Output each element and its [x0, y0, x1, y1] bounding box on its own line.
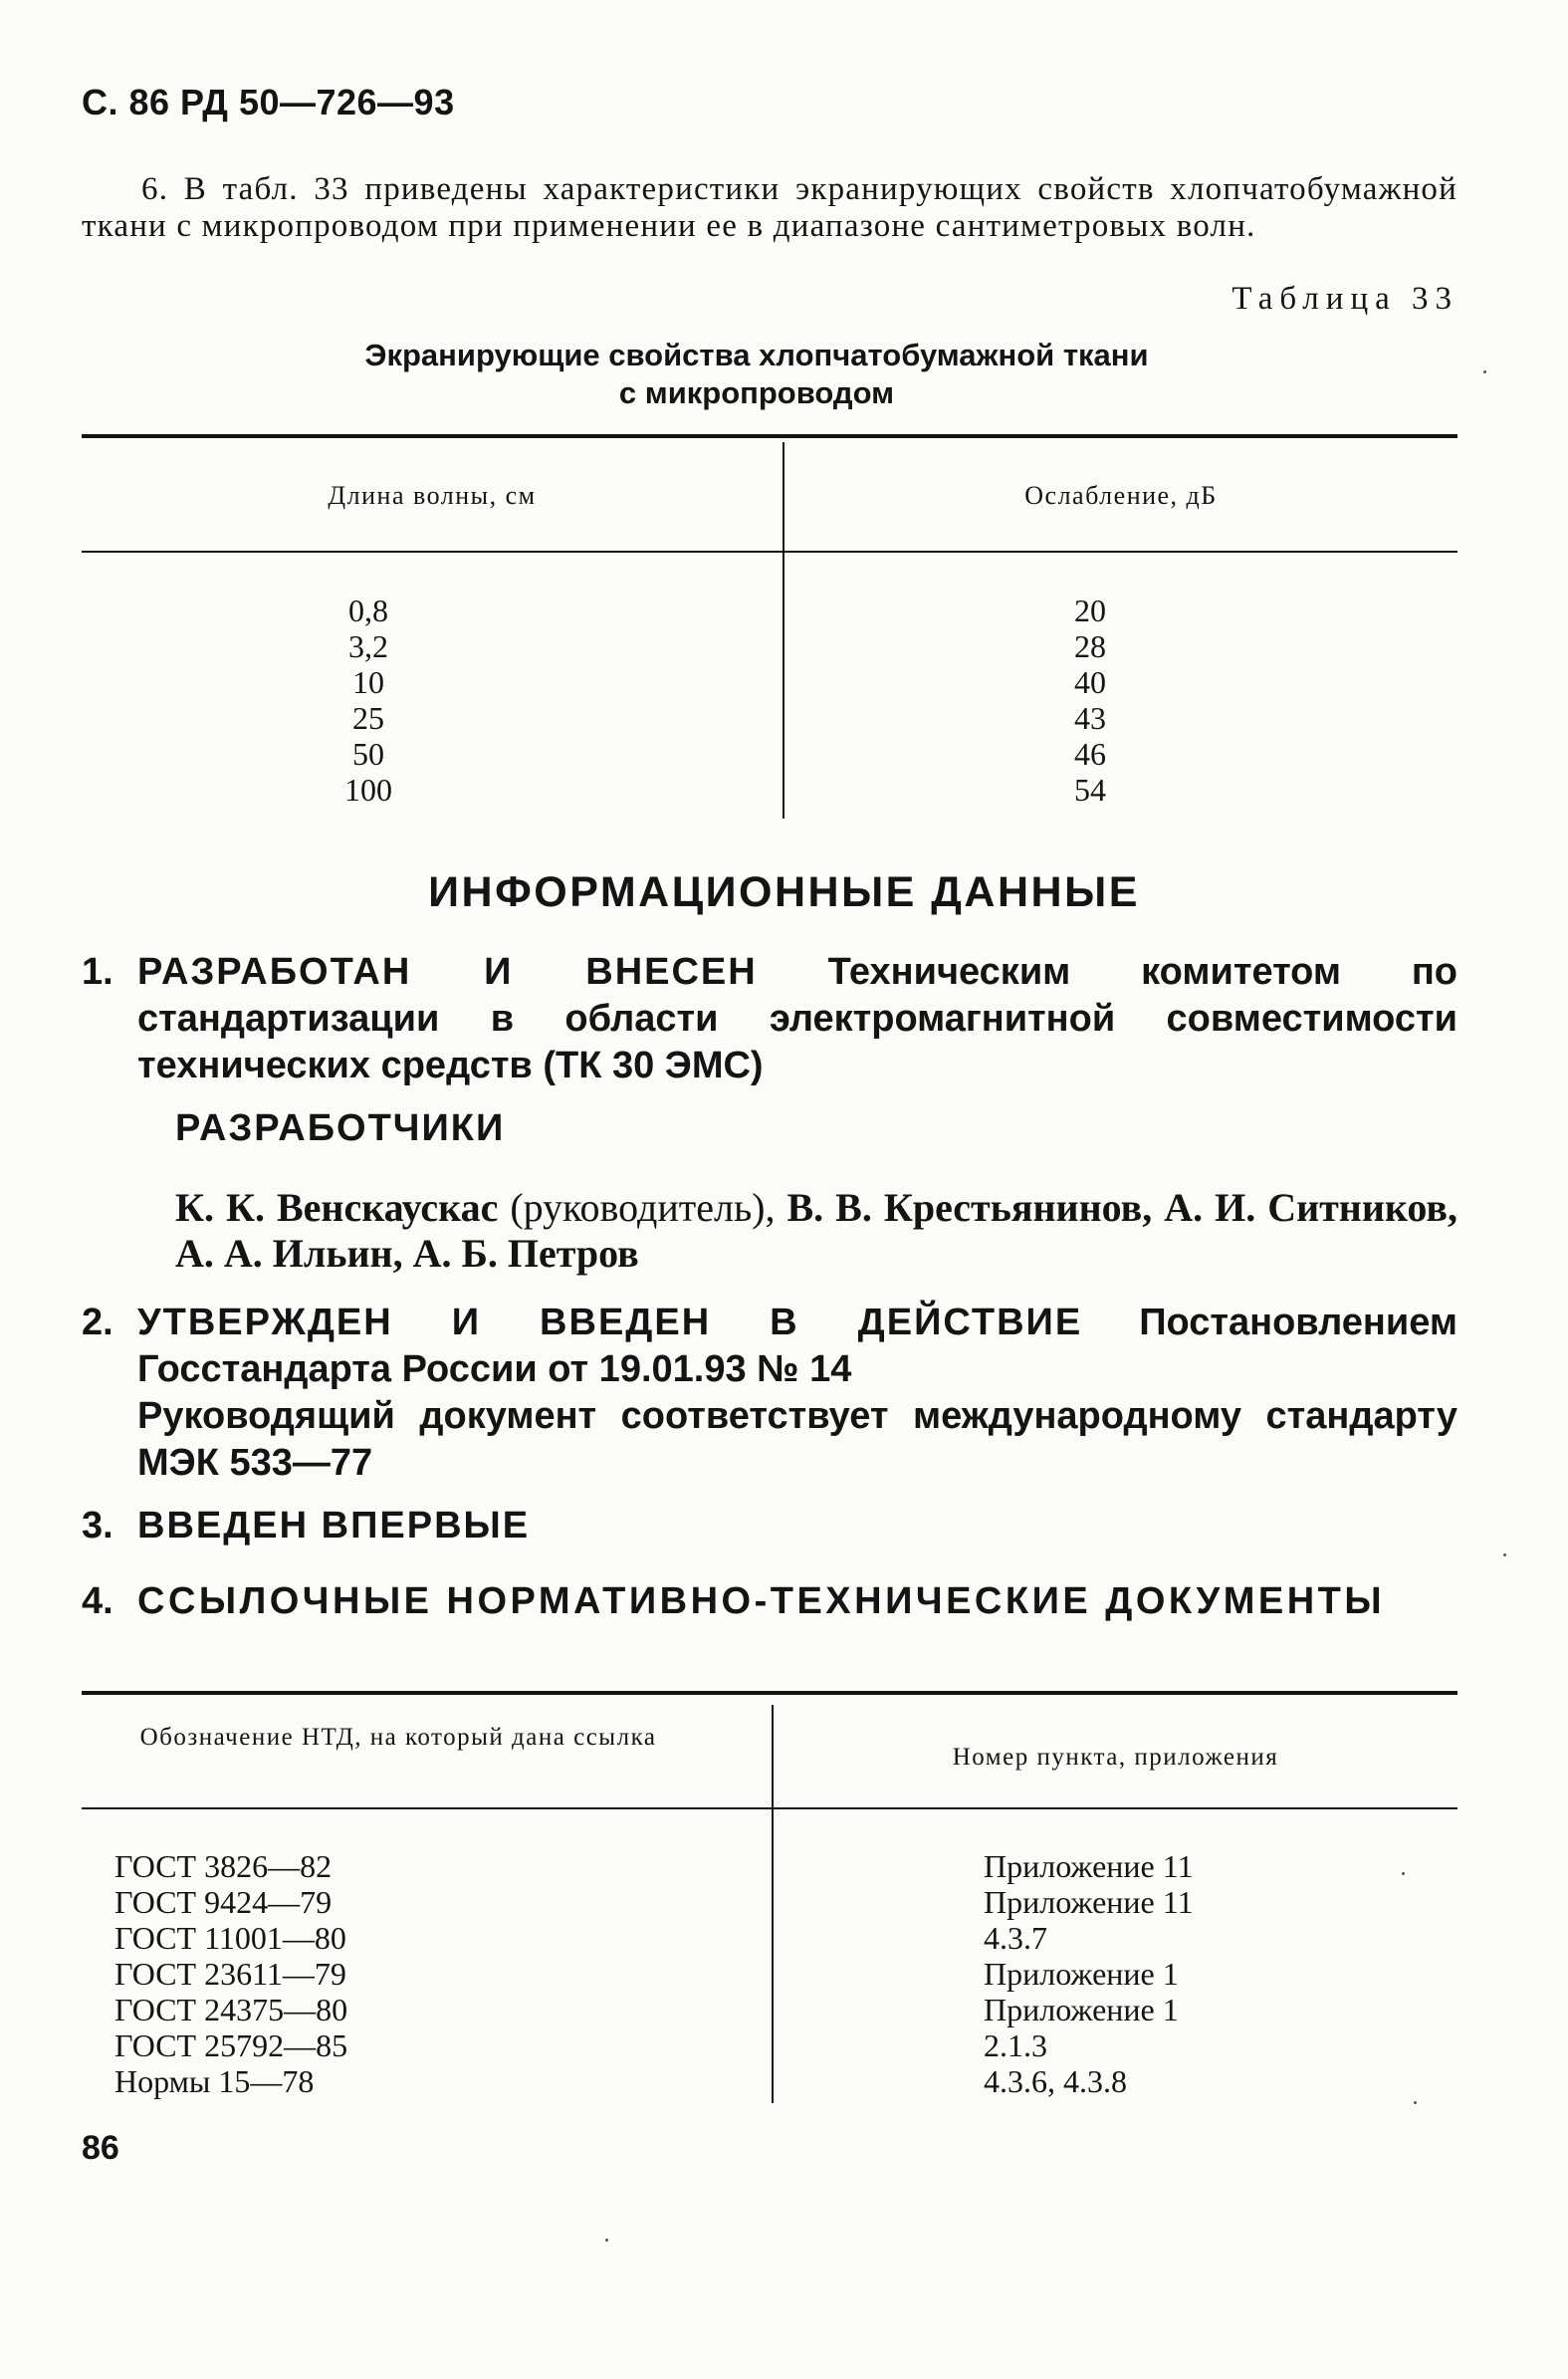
table-33-title-line-2: с микропроводом	[618, 375, 895, 410]
table-row: Приложение 11	[984, 1848, 1194, 1884]
table-row: 50	[352, 736, 384, 772]
info-item-1-text: Техническим комитетом по стандартизации в области электромагнитной совместимости технических средств (ТК 30 ЭМС)	[137, 951, 1458, 1086]
table-row: ГОСТ 11001—80	[114, 1920, 346, 1956]
developers-list	[175, 1185, 1457, 1277]
table-33-title-line-1: Экранирующие свойства хлопчатобумажной ткани	[364, 338, 1149, 372]
scan-speck	[1503, 1553, 1506, 1556]
table-row: Приложение 11	[984, 1884, 1194, 1920]
info-item-1-lead: РАЗРАБОТАН И ВНЕСЕН	[137, 951, 758, 993]
table-row: 20	[1074, 593, 1106, 628]
developers-heading: РАЗРАБОТЧИКИ	[175, 1107, 506, 1149]
info-data-title: ИНФОРМАЦИОННЫЕ ДАННЫЕ	[428, 868, 1140, 916]
table-row: Нормы 15—78	[114, 2063, 315, 2099]
table-row: ГОСТ 3826—82	[114, 1848, 333, 1884]
table-row: 40	[1074, 664, 1106, 700]
table-33-attenuation-values	[1055, 593, 1125, 808]
table-row: 10	[352, 664, 384, 700]
table-row: ГОСТ 24375—80	[114, 1992, 348, 2027]
info-item-4-lead: ССЫЛОЧНЫЕ НОРМАТИВНО-ТЕХНИЧЕСКИЕ ДОКУМЕНТЫ	[137, 1580, 1386, 1622]
ref-table-ref-values	[984, 1848, 1382, 2099]
scan-speck	[605, 2239, 608, 2242]
scan-speck	[1402, 1872, 1405, 1875]
table-row: 4.3.6, 4.3.8	[984, 2063, 1127, 2099]
developer-lead-name: К. К. Венскаускас	[175, 1185, 499, 1230]
table-row: 46	[1074, 736, 1106, 772]
info-item-2-number: 2.	[82, 1302, 113, 1343]
info-item-2-text: Постановлением Госстандарта России от 19.01.93 № 14	[137, 1302, 1457, 1390]
page-number: 86	[82, 2129, 119, 2167]
table-33-label: Таблица 33	[1232, 281, 1458, 317]
developer-lead-role: (руководитель),	[510, 1185, 776, 1230]
table-row: 2.1.3	[984, 2027, 1047, 2063]
info-item-3	[82, 1503, 1457, 1549]
table-row: 54	[1074, 772, 1106, 808]
scan-speck	[1483, 370, 1486, 373]
info-item-2	[82, 1300, 1457, 1487]
page-header: С. 86 РД 50—726—93	[82, 82, 455, 122]
ref-table-col-doc-header: Обозначение НТД, на который дана ссылка	[139, 1724, 657, 1751]
info-item-4	[82, 1578, 1457, 1625]
info-item-3-lead: ВВЕДЕН ВПЕРВЫЕ	[137, 1505, 531, 1546]
ref-table-col-ref-header: Номер пункта, приложения	[952, 1744, 1279, 1771]
table-row: ГОСТ 9424—79	[114, 1884, 333, 1920]
table-row: 4.3.7	[984, 1920, 1047, 1956]
table-row: 43	[1074, 700, 1106, 736]
ref-table-header-rule	[82, 1807, 1457, 1809]
info-item-1	[82, 949, 1457, 1089]
info-item-3-number: 3.	[82, 1505, 113, 1546]
table-row: 0,8	[348, 593, 388, 628]
table-row: 25	[352, 700, 384, 736]
table-row: Приложение 1	[984, 1992, 1179, 2027]
table-33-col-wavelength-header: Длина волны, см	[328, 481, 537, 510]
ref-table-top-rule	[82, 1691, 1457, 1695]
table-row: 28	[1074, 628, 1106, 664]
table-33-header-rule	[82, 551, 1457, 553]
info-item-2-lead: УТВЕРЖДЕН И ВВЕДЕН В ДЕЙСТВИЕ	[137, 1302, 1083, 1343]
table-33-col-attenuation-header: Ослабление, дБ	[1024, 481, 1218, 510]
info-item-2-note: Руководящий документ соответствует международному стандарту МЭК 533—77	[137, 1395, 1457, 1484]
table-row: 3,2	[348, 628, 388, 664]
info-item-4-number: 4.	[82, 1580, 113, 1622]
intro-paragraph: 6. В табл. 33 приведены характеристики экранирующих свойств хлопчатобумажной ткани с микропроводом при применении ее в диапазоне сантиметровых волн.	[82, 171, 1457, 244]
table-33-title	[259, 337, 1254, 412]
developer-names: В. В. Крестьянинов, А. И. Ситников, А. А. Ильин, А. Б. Петров	[175, 1185, 1457, 1276]
scan-speck	[1414, 2101, 1417, 2104]
table-row: ГОСТ 23611—79	[114, 1956, 346, 1992]
info-item-1-number: 1.	[82, 951, 113, 993]
ref-table-doc-values	[114, 1848, 533, 2099]
table-33-top-rule	[82, 434, 1457, 438]
table-row: 100	[344, 772, 392, 808]
table-row: Приложение 1	[984, 1956, 1179, 1992]
table-row: ГОСТ 25792—85	[114, 2027, 348, 2063]
table-33-wavelength-values	[299, 593, 438, 808]
